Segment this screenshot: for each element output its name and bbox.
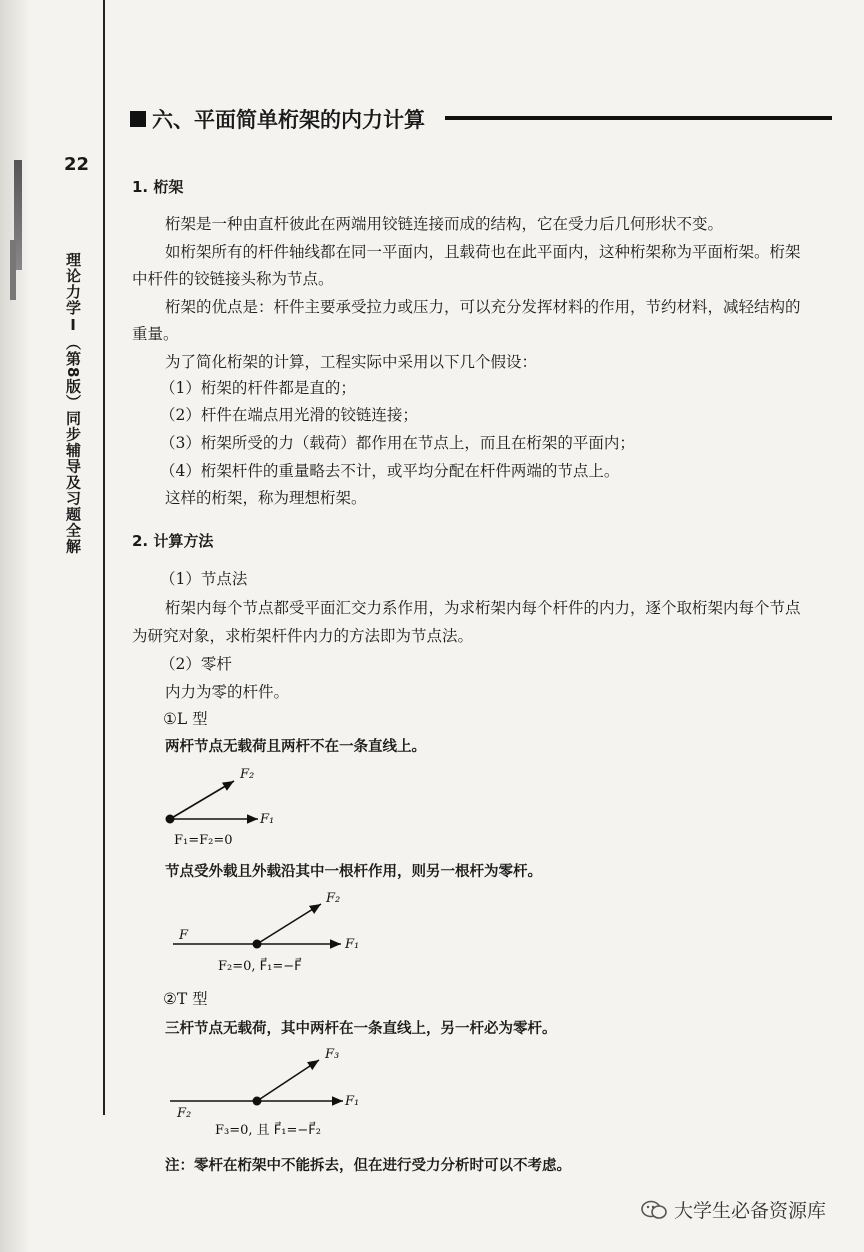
- node-dot: [253, 1097, 262, 1106]
- node-dot: [166, 815, 175, 824]
- subheading-truss: 1. 桁架: [132, 178, 184, 196]
- assumption-item: （1）桁架的杆件都是直的；: [160, 379, 356, 397]
- running-book-title: 理论力学Ⅰ（第8版）同步辅导及习题全解: [64, 252, 82, 555]
- node-dot: [253, 940, 262, 949]
- figure-l-type-loaded: [165, 888, 375, 980]
- case-title: ①L 型: [163, 710, 208, 728]
- wechat-icon: [640, 1199, 668, 1221]
- assumption-item: （2）杆件在端点用光滑的铰链连接；: [160, 406, 418, 424]
- equation: F₁=F₂=0: [174, 833, 233, 848]
- paragraph: 桁架内每个节点都受平面汇交力系作用，为求桁架内每个杆件的内力，逐个取桁架内每个节点: [165, 599, 801, 617]
- label-f3: F₃: [325, 1047, 340, 1062]
- case-title: ②T 型: [163, 990, 208, 1008]
- label-f: F: [179, 928, 189, 943]
- figure-l-type-unloaded: [150, 764, 290, 854]
- force-arrow-f2: [257, 904, 321, 944]
- watermark-text: 大学生必备资源库: [674, 1200, 827, 1222]
- section-rule: [445, 116, 832, 120]
- paragraph: 中杆件的铰链接头称为节点。: [132, 270, 334, 288]
- section-heading: [130, 104, 425, 134]
- case-description: 节点受外载且外载沿其中一根杆作用，则另一根杆为零杆。: [165, 864, 542, 880]
- section-title: 六、平面简单桁架的内力计算: [152, 108, 425, 132]
- method-title: （2）零杆: [160, 655, 232, 673]
- subheading-method: 2. 计算方法: [132, 532, 214, 550]
- assumption-item: （3）桁架所受的力（载荷）都作用在节点上，而且在桁架的平面内；: [160, 434, 635, 452]
- figure-t-type: [165, 1043, 375, 1143]
- paragraph: 桁架的优点是：杆件主要承受拉力或压力，可以充分发挥材料的作用，节约材料，减轻结构的: [165, 298, 801, 316]
- method-title: （1）节点法: [160, 570, 248, 588]
- force-arrow-f2: [170, 781, 234, 819]
- equation: F₂=0, F⃗₁=−F⃗: [218, 959, 302, 974]
- assumption-item: （4）桁架杆件的重量略去不计，或平均分配在杆件两端的节点上。: [160, 462, 620, 480]
- label-f2: F₂: [326, 891, 341, 906]
- case-description: 三杆节点无载荷，其中两杆在一条直线上，另一杆必为零杆。: [165, 1021, 557, 1037]
- equation: F₃=0, 且 F⃗₁=−F⃗₂: [215, 1123, 321, 1138]
- watermark: [640, 1196, 826, 1223]
- note: 注：零杆在桁架中不能拆去，但在进行受力分析时可以不考虑。: [165, 1158, 571, 1174]
- page-number: 22: [64, 154, 90, 175]
- label-f1: F₁: [345, 937, 360, 952]
- margin-rule: [103, 0, 105, 1115]
- label-f1: F₁: [345, 1094, 360, 1109]
- force-arrow-f3: [257, 1060, 319, 1101]
- paragraph: 桁架是一种由直杆彼此在两端用铰链连接而成的结构，它在受力后几何形状不变。: [165, 215, 724, 233]
- paragraph: 为研究对象，求桁架杆件内力的方法即为节点法。: [132, 627, 474, 645]
- paragraph: 重量。: [132, 325, 179, 343]
- square-bullet-icon: [130, 111, 146, 127]
- edge-mark: [10, 240, 16, 300]
- paragraph: 如桁架所有的杆件轴线都在同一平面内，且载荷也在此平面内，这种桁架称为平面桁架。桁架: [165, 243, 801, 261]
- label-f1: F₁: [260, 812, 275, 827]
- paragraph: 为了简化桁架的计算，工程实际中采用以下几个假设：: [165, 353, 538, 371]
- paragraph: 这样的桁架，称为理想桁架。: [165, 489, 367, 507]
- case-description: 两杆节点无载荷且两杆不在一条直线上。: [165, 739, 426, 755]
- paragraph: 内力为零的杆件。: [165, 683, 290, 701]
- label-f2: F₂: [240, 767, 255, 782]
- label-f2: F₂: [177, 1106, 192, 1121]
